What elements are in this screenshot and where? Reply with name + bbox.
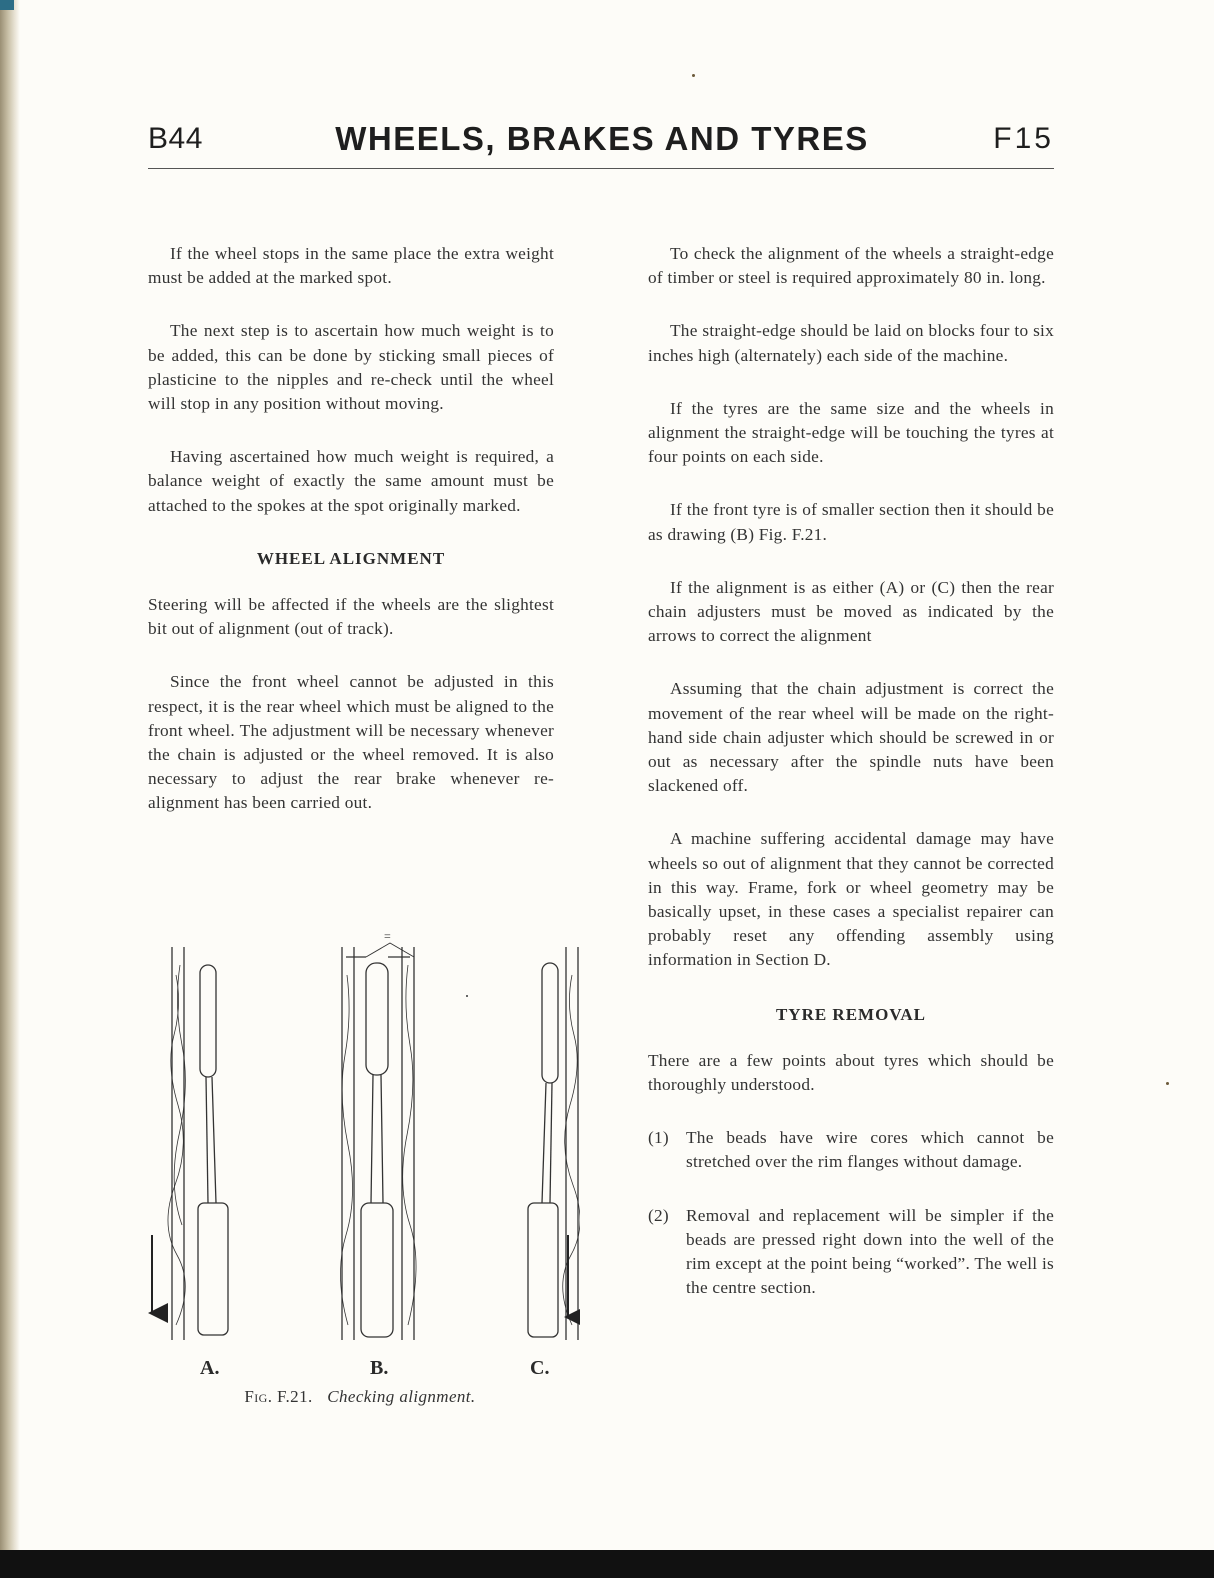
wheel-centre-line xyxy=(212,1077,216,1203)
paragraph: If the front tyre is of smaller section then it should be as drawing (B) Fig. F.21. xyxy=(648,500,1054,544)
right-column xyxy=(648,242,1054,1330)
alignment-diagram xyxy=(140,935,580,1355)
paragraph: A machine suffering accidental damage may have wheels so out of alignment that they cannot be corrected in this way. Frame, fork or wheel geometry may be basically upset, in these cases a specialist repairer can probably reset any offending assembly using information in Section D. xyxy=(648,829,1054,970)
drawing-b xyxy=(340,943,416,1340)
list-item xyxy=(648,1204,1054,1301)
figure-label-a: A. xyxy=(200,1357,220,1379)
rear-tyre-shape xyxy=(361,1203,393,1337)
paragraph: To check the alignment of the wheels a straight-edge of timber or steel is required approximately 80 in. long. xyxy=(648,244,1054,288)
section-heading-wheel-alignment: WHEEL ALIGNMENT xyxy=(256,548,446,568)
wheel-centre-line xyxy=(381,1075,383,1203)
paragraph: The next step is to ascertain how much weight is to be added, this can be done by sticking small pieces of plasticine to the nipples and re-check until the wheel will stop in any position without moving. xyxy=(148,321,554,414)
left-column xyxy=(148,242,554,845)
figure-label-c: C. xyxy=(530,1357,550,1379)
front-tyre-shape xyxy=(366,963,388,1075)
paragraph: There are a few points about tyres which should be thoroughly understood. xyxy=(648,1050,1054,1095)
page-code-left: B44 xyxy=(148,122,203,155)
figure-caption xyxy=(140,1387,580,1407)
wheel-centre-line xyxy=(542,1083,546,1203)
drawing-c xyxy=(528,947,580,1340)
page-bottom-band xyxy=(0,1550,1214,1578)
wheel-centre-line xyxy=(206,1077,208,1203)
page-title: WHEELS, BRAKES AND TYRES xyxy=(335,120,869,157)
paragraph: If the tyres are the same size and the wheels in alignment the straight-edge will be touching the tyres at four points on each side. xyxy=(648,398,1054,467)
gap-bracket xyxy=(366,943,414,957)
speck xyxy=(1166,1082,1169,1085)
figure-f21 xyxy=(140,929,580,1415)
paragraph: Assuming that the chain adjustment is correct the movement of the rear wheel will be made on the right-hand side chain adjuster which should be screwed in or out as necessary after the spindle nuts have been slackened off. xyxy=(648,679,1054,796)
figure-label-b: B. xyxy=(370,1357,389,1379)
wheel-centre-line xyxy=(371,1075,373,1203)
page-header xyxy=(148,118,1056,166)
figure-description: Checking alignment. xyxy=(327,1387,476,1406)
paragraph: Since the front wheel cannot be adjusted in this respect, it is the rear wheel which must be aligned to the front wheel. The adjustment will be necessary whenever the chain is adjusted or the wheel removed. It is also necessary to adjust the rear brake whenever re-alignment has been carried out. xyxy=(148,672,554,813)
front-tyre-shape xyxy=(542,963,558,1083)
page-code-right: F15 xyxy=(993,122,1054,155)
figure-number: Fig. F.21. xyxy=(244,1387,313,1406)
list-text: The beads have wire cores which cannot be stretched over the rim flanges without damage. xyxy=(686,1128,1054,1172)
paragraph: The straight-edge should be laid on blocks four to six inches high (alternately) each side of the machine. xyxy=(648,321,1054,365)
paragraph: If the wheel stops in the same place the extra weight must be added at the marked spot. xyxy=(148,244,554,288)
rear-tyre-shape xyxy=(198,1203,228,1335)
page-edge-shadow xyxy=(0,0,20,1578)
header-rule xyxy=(148,168,1054,169)
list-number: (1) xyxy=(648,1128,669,1148)
wheel-centre-line xyxy=(550,1083,552,1203)
list-text: Removal and replacement will be simpler if the beads are pressed right down into the well of the rim except at the point being “worked”. The well is the centre section. xyxy=(686,1205,1054,1298)
paragraph: Having ascertained how much weight is required, a balance weight of exactly the same amount must be attached to the spokes at the spot originally marked. xyxy=(148,447,554,515)
rear-tyre-shape xyxy=(528,1203,558,1337)
paragraph: If the alignment is as either (A) or (C) then the rear chain adjusters must be moved as indicated by the arrows to correct the alignment xyxy=(648,577,1054,646)
equal-mark: = xyxy=(384,929,391,943)
paragraph: Steering will be affected if the wheels are the slightest bit out of alignment (out of track). xyxy=(148,595,554,639)
speck xyxy=(692,74,695,77)
corner-mark xyxy=(0,0,14,10)
list-item xyxy=(648,1126,1054,1174)
list-number: (2) xyxy=(648,1205,669,1225)
section-heading-tyre-removal: TYRE REMOVAL xyxy=(775,1004,927,1024)
drawing-a xyxy=(152,947,228,1340)
front-tyre-shape xyxy=(200,965,216,1077)
